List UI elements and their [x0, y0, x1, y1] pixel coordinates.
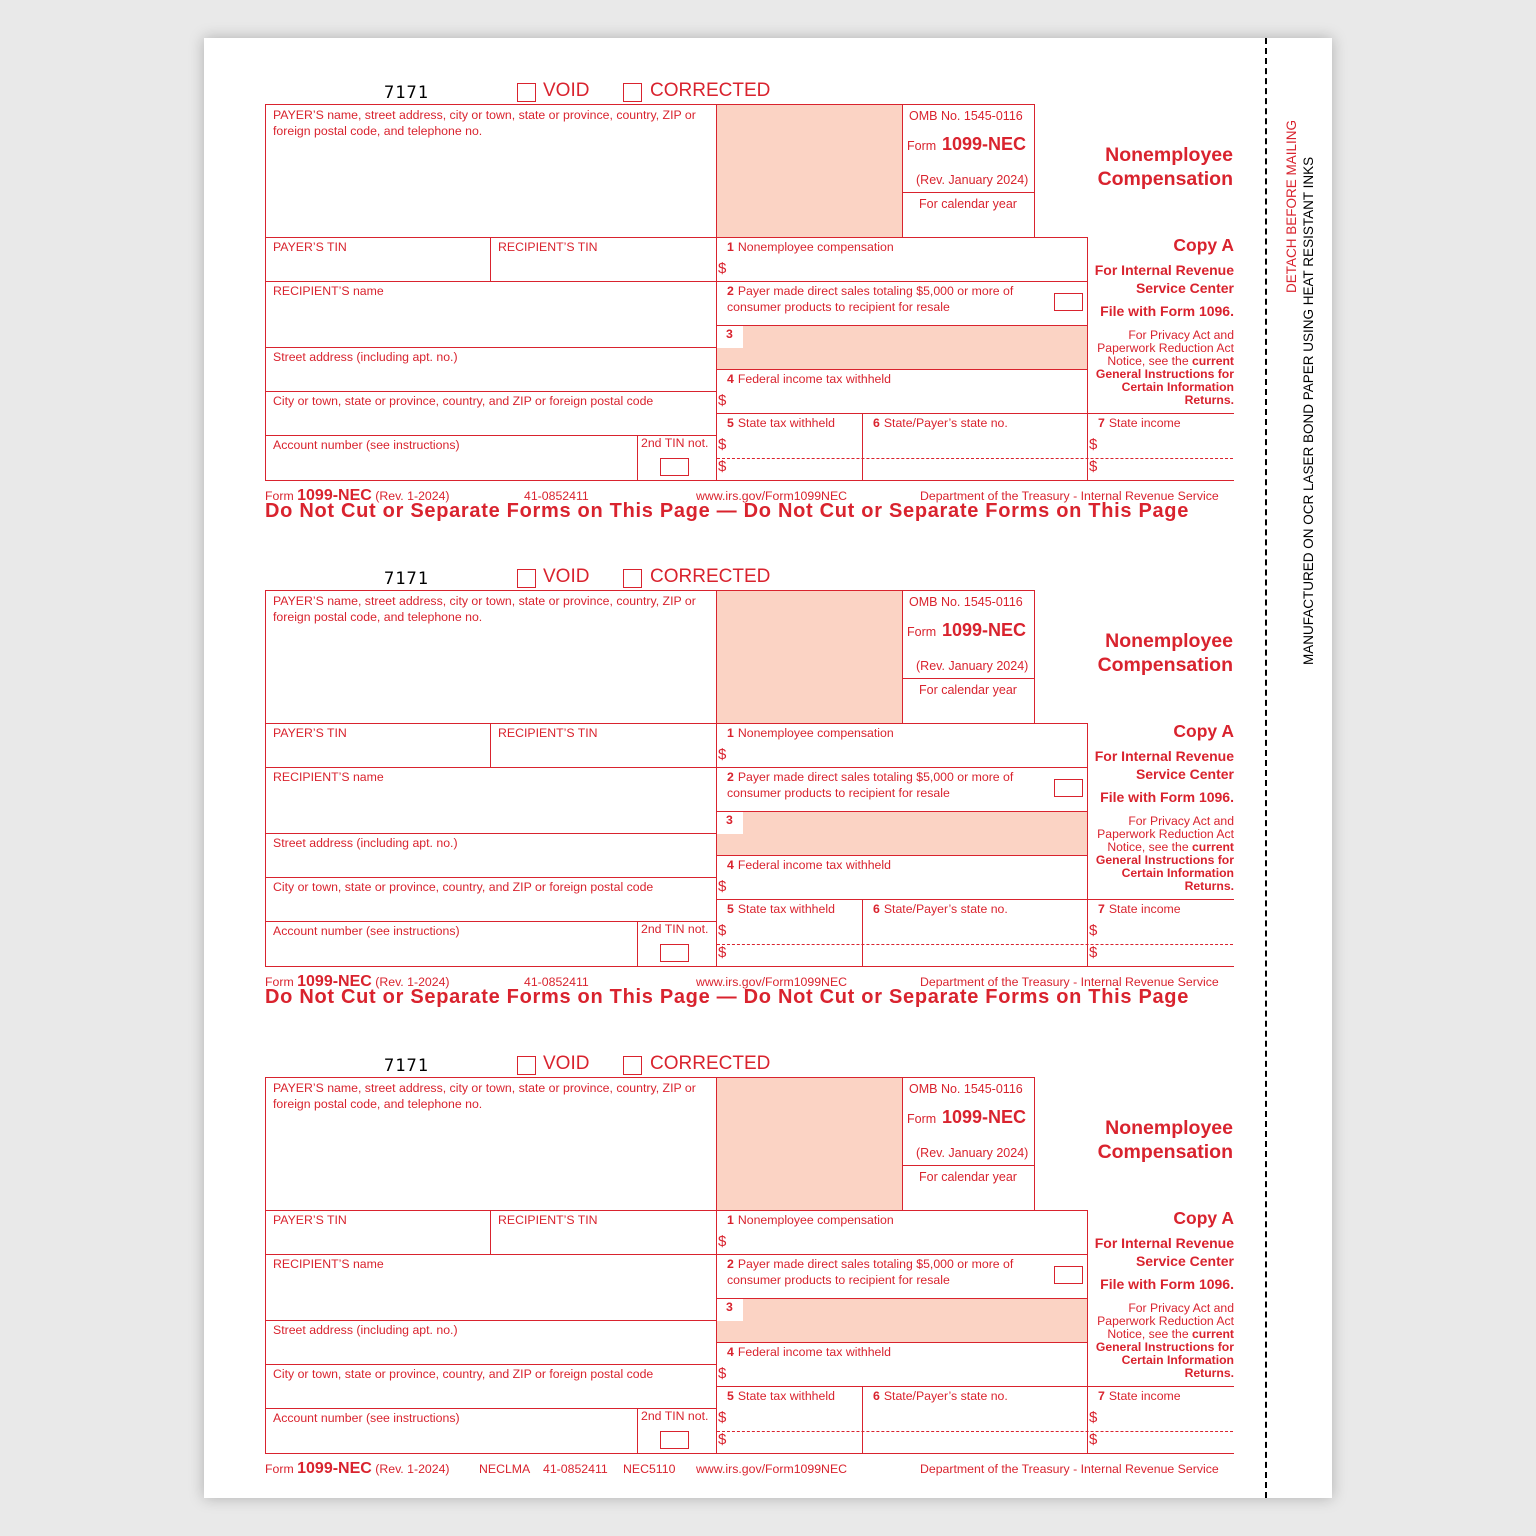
footer-department: Department of the Treasury - Internal Revenue Service: [920, 975, 1219, 989]
box-7[interactable]: [1087, 899, 1234, 967]
box-5-dollar-2: $: [718, 1431, 727, 1448]
city-label: City or town, state or province, country, and ZIP or foreign postal code: [273, 1367, 654, 1381]
form-title: [1040, 143, 1233, 191]
manufactured-notice: MANUFACTURED ON OCR LASER BOND PAPER USING HEAT RESISTANT INKS: [1301, 156, 1316, 665]
box-5-dollar-1: $: [718, 1409, 727, 1426]
privacy-line-2: Paperwork Reduction Act: [1097, 341, 1234, 355]
box-7-dollar-1: $: [1089, 436, 1098, 453]
privacy-line-1: For Privacy Act and: [1128, 1301, 1234, 1315]
void-checkbox[interactable]: [517, 83, 536, 102]
box-4-label: Federal income tax withheld: [737, 858, 891, 872]
account-number-box[interactable]: [265, 1408, 638, 1454]
box-3-number: 3: [726, 327, 733, 341]
box-7-dollar-2: $: [1089, 458, 1098, 475]
form-name: 1099-NEC: [942, 1107, 1027, 1127]
omb-number: OMB No. 1545-0116: [909, 595, 1023, 609]
account-number-label: Account number (see instructions): [273, 438, 460, 452]
second-tin-label: 2nd TIN not.: [641, 1409, 709, 1423]
street-address-box[interactable]: [265, 347, 717, 392]
city-label: City or town, state or province, country, and ZIP or foreign postal code: [273, 880, 654, 894]
form-code: 7171: [384, 569, 429, 589]
privacy-line-2: Paperwork Reduction Act: [1097, 827, 1234, 841]
calendar-year-label: For calendar year: [919, 1170, 1017, 1184]
box-2[interactable]: [716, 767, 1088, 812]
box-4[interactable]: [716, 855, 1088, 900]
box-6[interactable]: [862, 1386, 1088, 1454]
file-with-label: File with Form 1096.: [1100, 789, 1234, 805]
form-name: 1099-NEC: [942, 134, 1027, 154]
shaded-box: [716, 104, 903, 238]
box-4-number: 4: [727, 858, 734, 872]
title-line-2: Compensation: [1097, 1141, 1233, 1163]
box-5-label: State tax withheld: [737, 1389, 835, 1403]
payer-tin-box[interactable]: [265, 237, 491, 282]
copy-a-label: Copy A: [1173, 1208, 1234, 1228]
second-tin-checkbox[interactable]: [660, 458, 689, 476]
privacy-line-3-bold: current: [1192, 1327, 1234, 1341]
recipient-name-label: RECIPIENT’S name: [273, 770, 384, 784]
form-code: 7171: [384, 1056, 429, 1076]
payer-name-box[interactable]: [265, 104, 717, 238]
box-7-dollar-1: $: [1089, 922, 1098, 939]
box-6[interactable]: [862, 899, 1088, 967]
box-2-label: Payer made direct sales totaling $5,000 or more of consumer products to recipient for resale: [727, 1257, 1014, 1287]
second-tin-box: [637, 1408, 717, 1454]
box-2-checkbox[interactable]: [1054, 779, 1083, 797]
box-6-number: 6: [873, 416, 880, 430]
box-1-label: Nonemployee compensation: [737, 240, 894, 254]
form-title: [1040, 629, 1233, 677]
street-address-label: Street address (including apt. no.): [273, 350, 458, 364]
privacy-line-6: Returns.: [1184, 1366, 1234, 1380]
box-5-number: 5: [727, 1389, 734, 1403]
box-3: [716, 811, 1088, 856]
calendar-year-label: For calendar year: [919, 683, 1017, 697]
privacy-line-6: Returns.: [1184, 393, 1234, 407]
box-5-label: State tax withheld: [737, 902, 835, 916]
box-5-label: State tax withheld: [737, 416, 835, 430]
footer-catalog: 41-0852411: [524, 489, 589, 503]
street-address-box[interactable]: [265, 833, 717, 878]
privacy-line-3: Notice, see the: [1107, 840, 1189, 854]
box-2[interactable]: [716, 1254, 1088, 1299]
box-4[interactable]: [716, 1342, 1088, 1387]
irs-line-1: For Internal Revenue: [1094, 262, 1234, 278]
box-7-dollar-1: $: [1089, 1409, 1098, 1426]
omb-number: OMB No. 1545-0116: [909, 1082, 1023, 1096]
form-name: 1099-NEC: [942, 620, 1027, 640]
form-1099-nec-1: [0, 80, 1536, 553]
privacy-line-3-bold: current: [1192, 840, 1234, 854]
corrected-label: CORRECTED: [650, 566, 771, 587]
second-tin-label: 2nd TIN not.: [641, 922, 709, 936]
account-number-label: Account number (see instructions): [273, 1411, 460, 1425]
box-7[interactable]: [1087, 413, 1234, 481]
recipient-tin-box[interactable]: [490, 723, 717, 768]
payer-tin-label: PAYER’S TIN: [273, 726, 347, 740]
recipient-name-label: RECIPIENT’S name: [273, 284, 384, 298]
form-1099-nec-2: [0, 566, 1536, 1039]
privacy-line-4: General Instructions for: [1095, 853, 1234, 867]
footer-url[interactable]: www.irs.gov/Form1099NEC: [696, 975, 848, 989]
detach-notice: DETACH BEFORE MAILING: [1284, 119, 1299, 293]
box-6-number: 6: [873, 902, 880, 916]
corrected-checkbox[interactable]: [623, 1056, 642, 1075]
box-1-number: 1: [727, 726, 734, 740]
box-6[interactable]: [862, 413, 1088, 481]
recipient-tin-label: RECIPIENT’S TIN: [498, 240, 598, 254]
box-3-number: 3: [726, 1300, 733, 1314]
box-3-number: 3: [726, 813, 733, 827]
box-7-label: State income: [1108, 416, 1181, 430]
void-label: VOID: [543, 566, 590, 587]
box-2-number: 2: [727, 1257, 734, 1271]
box-6-label: State/Payer’s state no.: [883, 416, 1008, 430]
recipient-tin-box[interactable]: [490, 237, 717, 282]
box-5[interactable]: [716, 413, 863, 481]
box-2-number: 2: [727, 770, 734, 784]
box-1-dollar: $: [718, 1233, 727, 1250]
city-box[interactable]: [265, 1364, 717, 1409]
box-4[interactable]: [716, 369, 1088, 414]
box-4-label: Federal income tax withheld: [737, 372, 891, 386]
void-label: VOID: [543, 80, 590, 101]
form-title: [1040, 1116, 1233, 1164]
privacy-line-3: Notice, see the: [1107, 1327, 1189, 1341]
recipient-tin-box[interactable]: [490, 1210, 717, 1255]
box-1[interactable]: [716, 237, 1088, 282]
box-1-number: 1: [727, 240, 734, 254]
corrected-label: CORRECTED: [650, 80, 771, 101]
box-5-dollar-1: $: [718, 922, 727, 939]
shaded-box: [716, 590, 903, 724]
payer-name-label: PAYER’S name, street address, city or town, state or province, country, ZIP or foreign postal code, and telephone no.: [273, 108, 696, 138]
box-7-label: State income: [1108, 1389, 1181, 1403]
box-5[interactable]: [716, 899, 863, 967]
box-1-dollar: $: [718, 746, 727, 763]
form-word: Form: [907, 625, 937, 639]
calendar-year-label: For calendar year: [919, 197, 1017, 211]
account-number-box[interactable]: [265, 921, 638, 967]
city-box[interactable]: [265, 391, 717, 436]
copy-a-label: Copy A: [1173, 235, 1234, 255]
form-code: 7171: [384, 83, 429, 103]
box-3: [716, 325, 1088, 370]
omb-number: OMB No. 1545-0116: [909, 109, 1023, 123]
payer-tin-label: PAYER’S TIN: [273, 1213, 347, 1227]
void-label: VOID: [543, 1053, 590, 1074]
privacy-line-5: Certain Information: [1121, 380, 1234, 394]
box-4-dollar: $: [718, 392, 727, 409]
footer-department: Department of the Treasury - Internal Revenue Service: [920, 1462, 1219, 1476]
footer-department: Department of the Treasury - Internal Revenue Service: [920, 489, 1219, 503]
form-word: Form: [907, 139, 937, 153]
file-with-label: File with Form 1096.: [1100, 303, 1234, 319]
box-5-number: 5: [727, 902, 734, 916]
street-address-box[interactable]: [265, 1320, 717, 1365]
box-5-dollar-2: $: [718, 944, 727, 961]
copy-a-box: [1087, 723, 1234, 900]
payer-name-label: PAYER’S name, street address, city or town, state or province, country, ZIP or foreign postal code, and telephone no.: [273, 1081, 696, 1111]
box-2[interactable]: [716, 281, 1088, 326]
box-1[interactable]: [716, 723, 1088, 768]
privacy-notice: [1096, 1302, 1234, 1380]
footer-nec5110: NEC5110: [623, 1462, 676, 1476]
irs-line-2: Service Center: [1135, 766, 1234, 782]
footer-url[interactable]: www.irs.gov/Form1099NEC: [696, 489, 848, 503]
box-2-label: Payer made direct sales totaling $5,000 or more of consumer products to recipient for resale: [727, 284, 1014, 314]
box-4-number: 4: [727, 1345, 734, 1359]
box-5-dollar-2: $: [718, 458, 727, 475]
copy-a-box: [1087, 1210, 1234, 1387]
box-7[interactable]: [1087, 1386, 1234, 1454]
account-number-label: Account number (see instructions): [273, 924, 460, 938]
box-1[interactable]: [716, 1210, 1088, 1255]
privacy-line-3-bold: current: [1192, 354, 1234, 368]
revision: (Rev. January 2024): [916, 1146, 1029, 1160]
box-7-label: State income: [1108, 902, 1181, 916]
footer-catalog: 41-0852411: [524, 975, 589, 989]
privacy-line-1: For Privacy Act and: [1128, 328, 1234, 342]
box-2-label: Payer made direct sales totaling $5,000 or more of consumer products to recipient for resale: [727, 770, 1014, 800]
irs-line-2: Service Center: [1135, 1253, 1234, 1269]
box-4-label: Federal income tax withheld: [737, 1345, 891, 1359]
footer-revision: (Rev. 1-2024): [375, 1462, 450, 1476]
box-7-dollar-2: $: [1089, 944, 1098, 961]
box-1-number: 1: [727, 1213, 734, 1227]
box-1-label: Nonemployee compensation: [737, 1213, 894, 1227]
omb-box: [902, 104, 1035, 238]
recipient-name-label: RECIPIENT’S name: [273, 1257, 384, 1271]
footer-form-word: Form: [265, 975, 294, 989]
recipient-name-box[interactable]: [265, 767, 717, 834]
privacy-line-5: Certain Information: [1121, 1353, 1234, 1367]
second-tin-label: 2nd TIN not.: [641, 436, 709, 450]
privacy-notice: [1096, 329, 1234, 407]
box-5-dollar-1: $: [718, 436, 727, 453]
footer-form-word: Form: [265, 1462, 294, 1476]
copy-a-box: [1087, 237, 1234, 414]
recipient-name-box[interactable]: [265, 1254, 717, 1321]
city-label: City or town, state or province, country, and ZIP or foreign postal code: [273, 394, 654, 408]
privacy-line-5: Certain Information: [1121, 866, 1234, 880]
payer-name-label: PAYER’S name, street address, city or town, state or province, country, ZIP or foreign postal code, and telephone no.: [273, 594, 696, 624]
form-word: Form: [907, 1112, 937, 1126]
payer-name-box[interactable]: [265, 590, 717, 724]
footer-form-name: 1099-NEC: [297, 1460, 372, 1477]
footer-revision: (Rev. 1-2024): [375, 975, 450, 989]
street-address-label: Street address (including apt. no.): [273, 1323, 458, 1337]
title-line-1: Nonemployee: [1105, 630, 1233, 652]
box-4-dollar: $: [718, 1365, 727, 1382]
box-7-number: 7: [1098, 416, 1105, 430]
footer-revision: (Rev. 1-2024): [375, 489, 450, 503]
recipient-name-box[interactable]: [265, 281, 717, 348]
form-1099-nec-3: [0, 1053, 1536, 1526]
do-not-cut-notice-1: Do Not Cut or Separate Forms on This Page — Do Not Cut or Separate Forms on This Page: [265, 500, 1190, 522]
footer-form-word: Form: [265, 489, 294, 503]
footer-form-id: [265, 1460, 450, 1478]
second-tin-checkbox[interactable]: [660, 944, 689, 962]
void-checkbox[interactable]: [517, 569, 536, 588]
box-7-number: 7: [1098, 1389, 1105, 1403]
account-number-box[interactable]: [265, 435, 638, 481]
box-4-dollar: $: [718, 878, 727, 895]
file-with-label: File with Form 1096.: [1100, 1276, 1234, 1292]
box-7-dollar-2: $: [1089, 1431, 1098, 1448]
city-box[interactable]: [265, 877, 717, 922]
box-3: [716, 1298, 1088, 1343]
copy-a-label: Copy A: [1173, 721, 1234, 741]
irs-label: [1095, 1234, 1234, 1270]
irs-label: [1095, 261, 1234, 297]
recipient-tin-label: RECIPIENT’S TIN: [498, 726, 598, 740]
revision: (Rev. January 2024): [916, 659, 1029, 673]
box-6-number: 6: [873, 1389, 880, 1403]
privacy-line-1: For Privacy Act and: [1128, 814, 1234, 828]
omb-box: [902, 590, 1035, 724]
irs-line-2: Service Center: [1135, 280, 1234, 296]
irs-label: [1095, 747, 1234, 783]
omb-box: [902, 1077, 1035, 1211]
footer-form-name: 1099-NEC: [297, 487, 372, 504]
box-5[interactable]: [716, 1386, 863, 1454]
title-line-2: Compensation: [1097, 168, 1233, 190]
corrected-checkbox[interactable]: [623, 83, 642, 102]
box-2-checkbox[interactable]: [1054, 293, 1083, 311]
box-2-checkbox[interactable]: [1054, 1266, 1083, 1284]
recipient-tin-label: RECIPIENT’S TIN: [498, 1213, 598, 1227]
box-5-number: 5: [727, 416, 734, 430]
privacy-line-4: General Instructions for: [1095, 1340, 1234, 1354]
footer-catalog: 41-0852411: [543, 1462, 608, 1476]
privacy-line-4: General Instructions for: [1095, 367, 1234, 381]
privacy-line-2: Paperwork Reduction Act: [1097, 1314, 1234, 1328]
irs-line-1: For Internal Revenue: [1094, 1235, 1234, 1251]
street-address-label: Street address (including apt. no.): [273, 836, 458, 850]
privacy-line-3: Notice, see the: [1107, 354, 1189, 368]
revision: (Rev. January 2024): [916, 173, 1029, 187]
privacy-notice: [1096, 815, 1234, 893]
second-tin-box: [637, 435, 717, 481]
box-1-label: Nonemployee compensation: [737, 726, 894, 740]
footer-form-name: 1099-NEC: [297, 973, 372, 990]
box-7-number: 7: [1098, 902, 1105, 916]
corrected-label: CORRECTED: [650, 1053, 771, 1074]
title-line-1: Nonemployee: [1105, 144, 1233, 166]
box-6-label: State/Payer’s state no.: [883, 902, 1008, 916]
footer-url[interactable]: www.irs.gov/Form1099NEC: [696, 1462, 848, 1476]
box-6-label: State/Payer’s state no.: [883, 1389, 1008, 1403]
payer-tin-box[interactable]: [265, 1210, 491, 1255]
do-not-cut-notice-2: Do Not Cut or Separate Forms on This Page — Do Not Cut or Separate Forms on This Page: [265, 986, 1190, 1008]
void-checkbox[interactable]: [517, 1056, 536, 1075]
title-line-1: Nonemployee: [1105, 1117, 1233, 1139]
second-tin-box: [637, 921, 717, 967]
payer-tin-label: PAYER’S TIN: [273, 240, 347, 254]
box-2-number: 2: [727, 284, 734, 298]
title-line-2: Compensation: [1097, 654, 1233, 676]
box-4-number: 4: [727, 372, 734, 386]
second-tin-checkbox[interactable]: [660, 1431, 689, 1449]
privacy-line-6: Returns.: [1184, 879, 1234, 893]
payer-name-box[interactable]: [265, 1077, 717, 1211]
corrected-checkbox[interactable]: [623, 569, 642, 588]
box-1-dollar: $: [718, 260, 727, 277]
payer-tin-box[interactable]: [265, 723, 491, 768]
footer-neclma: NECLMA: [479, 1462, 531, 1476]
irs-line-1: For Internal Revenue: [1094, 748, 1234, 764]
shaded-box: [716, 1077, 903, 1211]
